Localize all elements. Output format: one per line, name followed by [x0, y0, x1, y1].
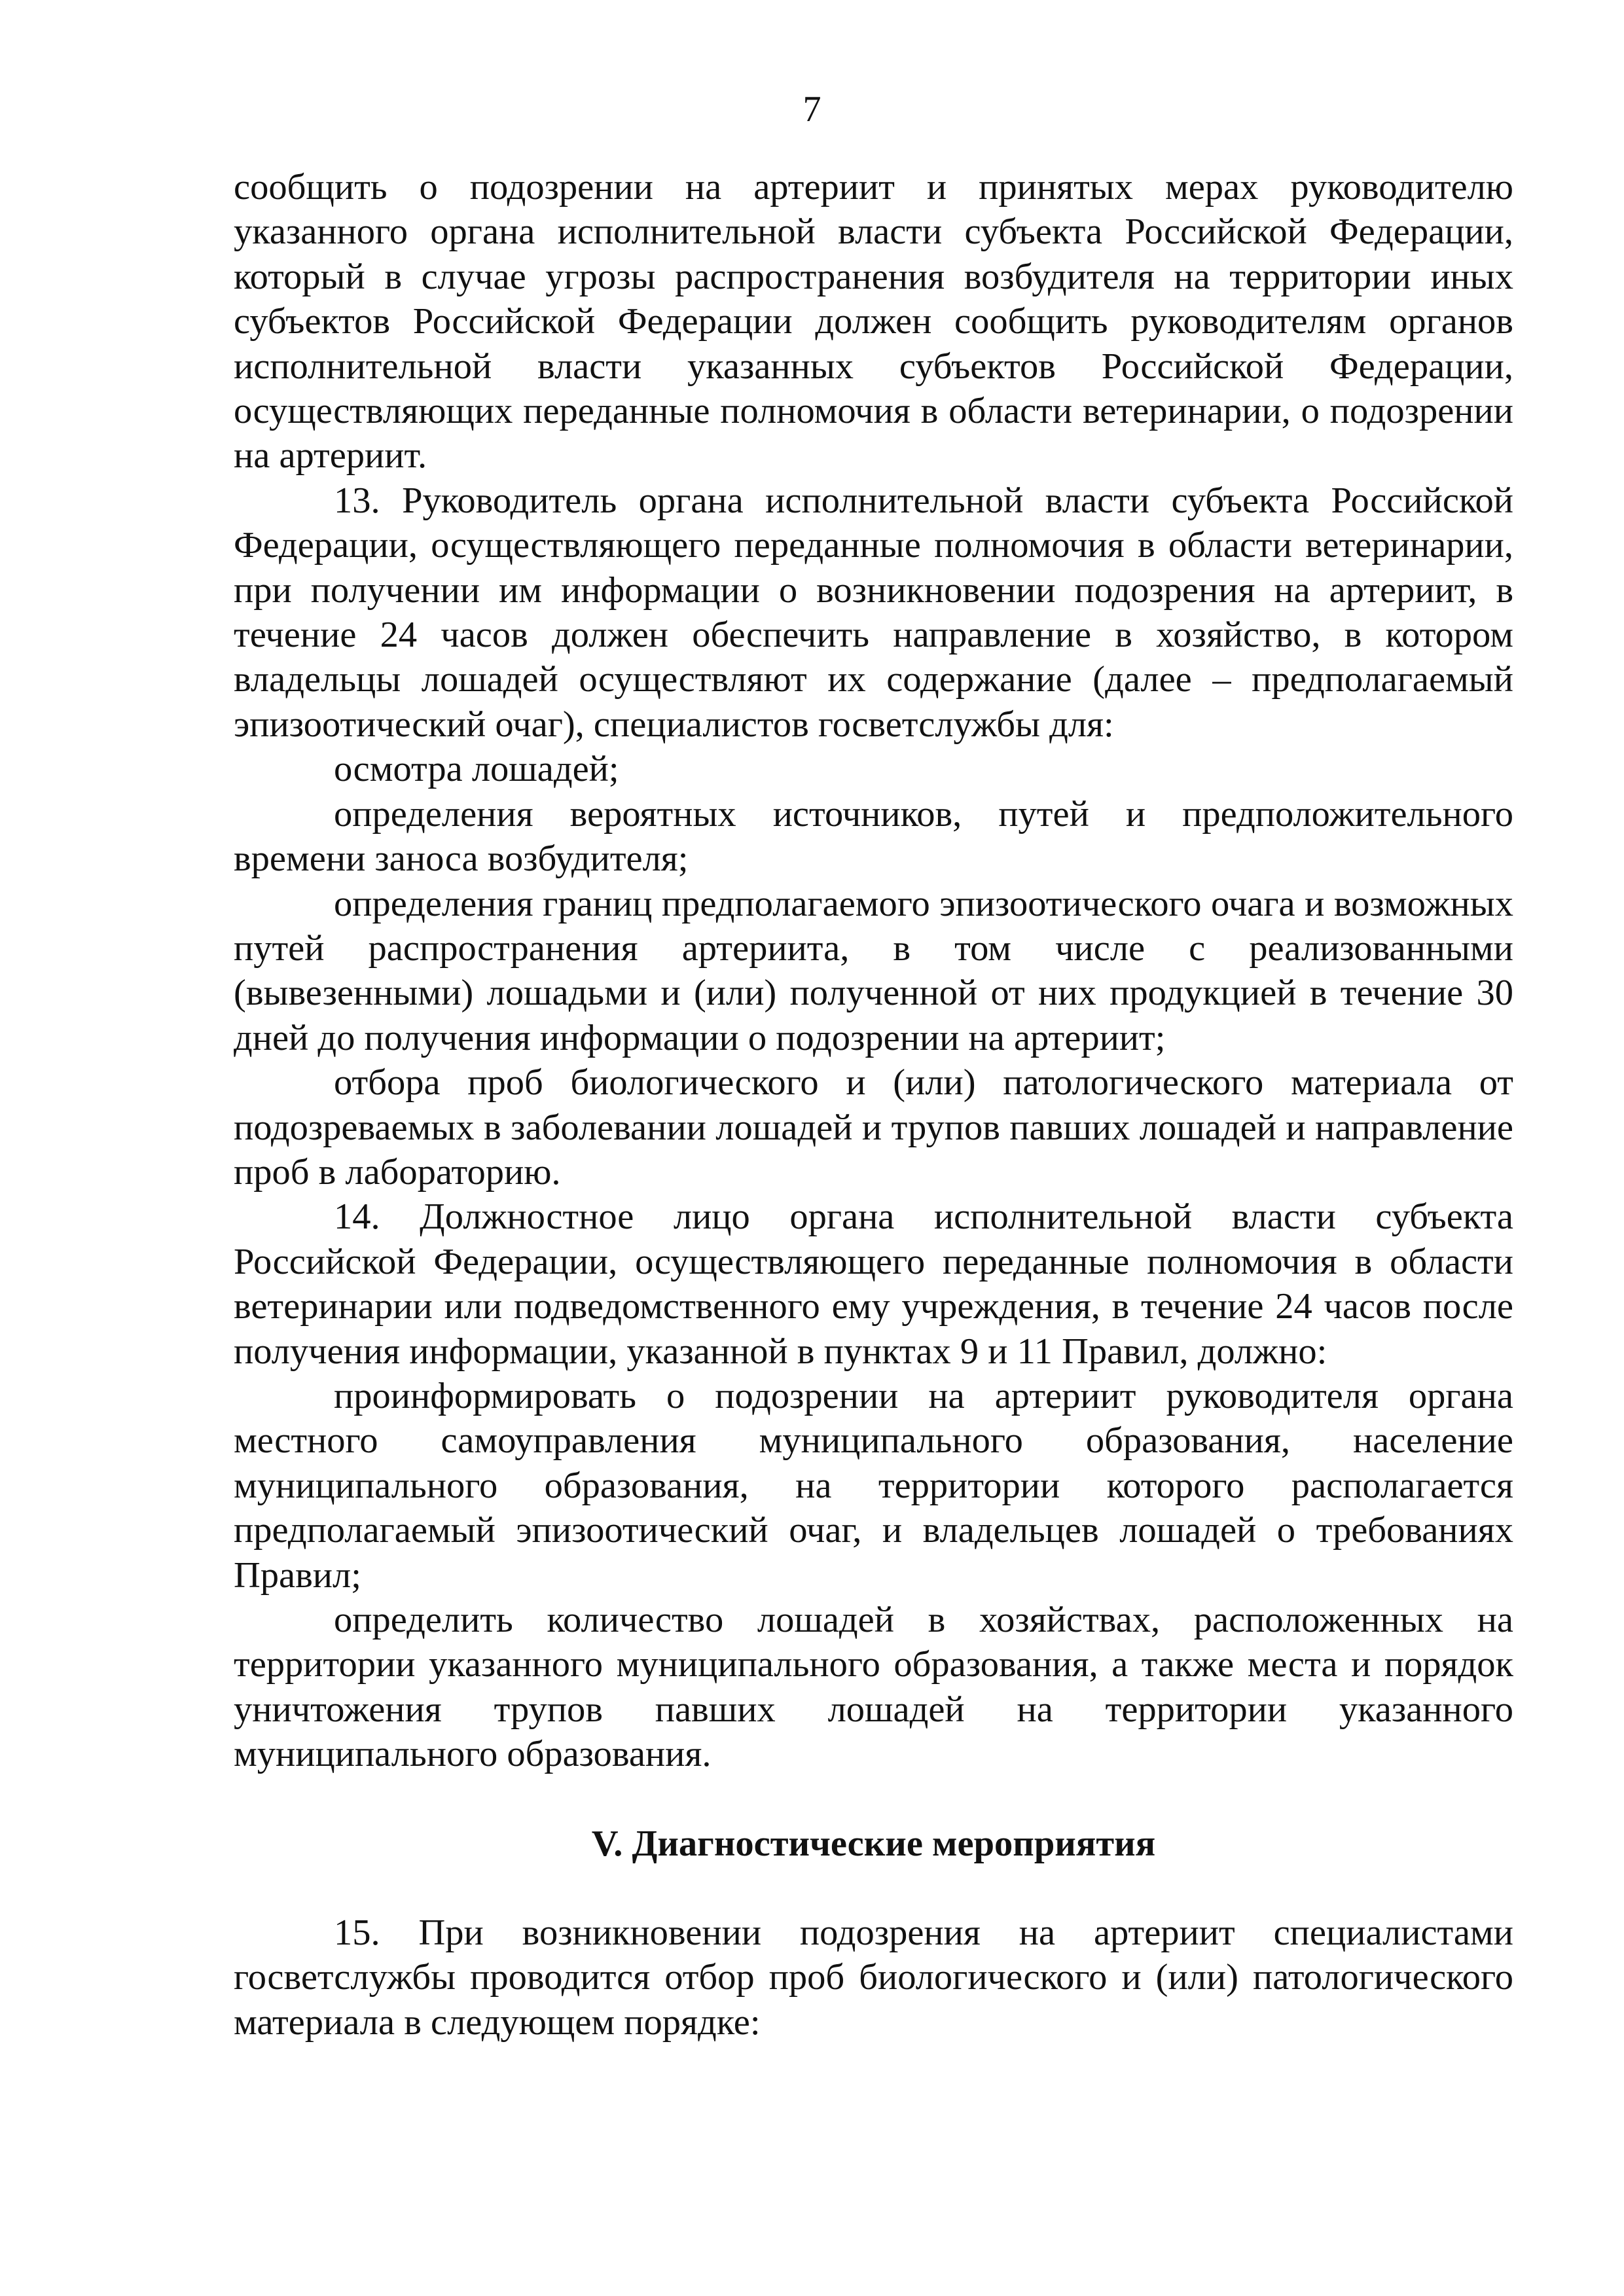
paragraph-determine: определить количество лошадей в хозяйствах, расположенных на территории указанного муниципального образования, а также места и порядок уничтожения трупов павших лошадей на территории указанного муниципального образования.: [234, 1600, 1513, 1775]
document-body: [234, 165, 1513, 2045]
section-heading: V. Диагностические мероприятия: [591, 1823, 1156, 1864]
paragraph-item-15: 15. При возникновении подозрения на артериит специалистами госветслужбы проводится отбор проб биологического и (или) патологического материала в следующем порядке:: [234, 1912, 1513, 2043]
paragraph-boundaries: определения границ предполагаемого эпизоотического очага и возможных путей распространения артериита, в том числе с реализованными (вывезенными) лошадьми и (или) полученной от них продукцией в течение 30 дней до получения информации о подозрении на артериит;: [234, 883, 1513, 1058]
paragraph-inform: проинформировать о подозрении на артериит руководителя органа местного самоуправления муниципального образования, население муниципального образования, на территории которого располагается предполагаемый эпизоотический очаг, и владельцев лошадей о требованиях Правил;: [234, 1375, 1513, 1596]
paragraph-continuation: сообщить о подозрении на артериит и принятых мерах руководителю указанного органа исполнительной власти субъекта Российской Федерации, который в случае угрозы распространения возбудителя на территории иных субъектов Российской Федерации должен сообщить руководителям органов исполнительной власти указанных субъектов Российской Федерации, осуществляющих переданные полномочия в области ветеринарии, о подозрении на артериит.: [234, 167, 1513, 476]
paragraph-sampling: отбора проб биологического и (или) патологического материала от подозреваемых в заболевании лошадей и трупов павших лошадей и направление проб в лабораторию.: [234, 1062, 1513, 1193]
paragraph-horse-inspection: осмотра лошадей;: [334, 749, 619, 790]
paragraph-item-14: 14. Должностное лицо органа исполнительной власти субъекта Российской Федерации, осуществляющего переданные полномочия в области ветеринарии или подведомственного ему учреждения, в течение 24 часов после получения информации, указанной в пунктах 9 и 11 Правил, должно:: [234, 1196, 1513, 1372]
paragraph-sources: определения вероятных источников, путей и предположительного времени заноса возбудителя;: [234, 793, 1513, 880]
page-number: 7: [803, 89, 821, 130]
paragraph-item-13: 13. Руководитель органа исполнительной власти субъекта Российской Федерации, осуществляющего переданные полномочия в области ветеринарии, при получении им информации о возникновении подозрения на артериит, в течение 24 часов должен обеспечить направление в хозяйство, в котором владельцы лошадей осуществляют их содержание (далее – предполагаемый эпизоотический очаг), специалистов госветслужбы для:: [234, 480, 1513, 745]
